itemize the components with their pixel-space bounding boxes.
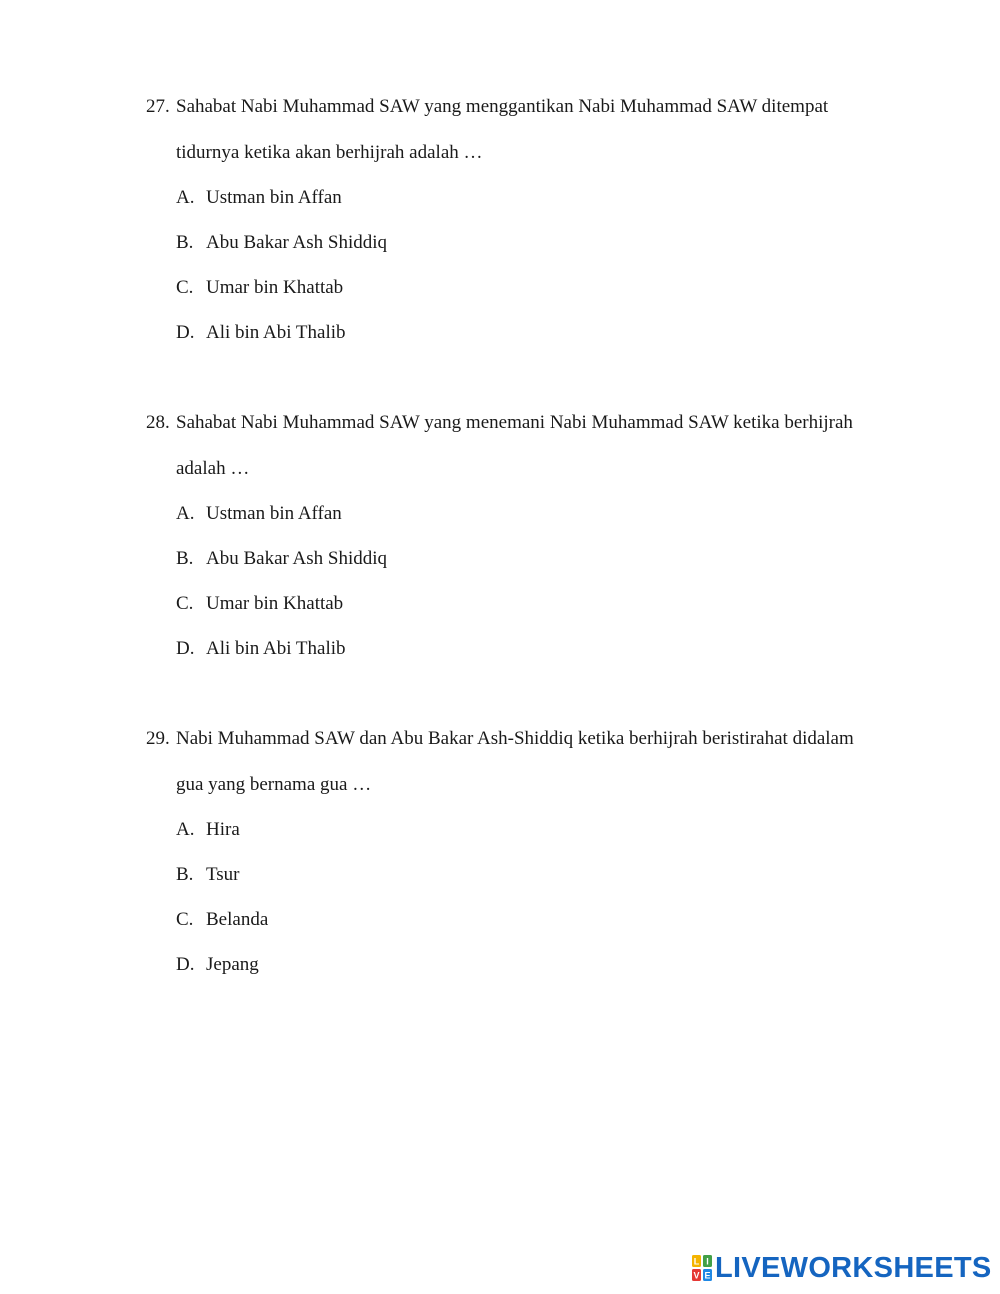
svg-text:L: L: [693, 1256, 700, 1267]
option-letter: D.: [176, 322, 195, 343]
option-text: Ustman bin Affan: [206, 503, 342, 524]
option-d[interactable]: [176, 954, 259, 976]
option-text: Ustman bin Affan: [206, 187, 342, 208]
question-text-line2: tidurnya ketika akan berhijrah adalah …: [176, 142, 483, 163]
svg-text:V: V: [693, 1270, 700, 1281]
option-text: Abu Bakar Ash Shiddiq: [206, 232, 388, 253]
liveworksheets-logo-icon: [692, 1255, 712, 1281]
question-text-line1: Sahabat Nabi Muhammad SAW yang menggantikan Nabi Muhammad SAW ditempat: [176, 96, 829, 117]
option-text: Tsur: [206, 864, 240, 885]
svg-text:I: I: [706, 1256, 709, 1267]
option-c[interactable]: [176, 277, 343, 299]
option-a[interactable]: [176, 187, 342, 209]
svg-text:E: E: [704, 1270, 711, 1281]
option-letter: D.: [176, 638, 195, 659]
question-number: 29.: [146, 728, 170, 749]
option-letter: B.: [176, 232, 194, 253]
question-text-line2: adalah …: [176, 458, 250, 479]
option-d[interactable]: [176, 638, 346, 660]
option-letter: D.: [176, 954, 195, 975]
option-letter: B.: [176, 864, 194, 885]
option-text: Ali bin Abi Thalib: [206, 322, 346, 343]
option-text: Abu Bakar Ash Shiddiq: [206, 548, 388, 569]
option-text: Umar bin Khattab: [206, 277, 344, 298]
option-c[interactable]: [176, 593, 343, 615]
option-letter: A.: [176, 819, 195, 840]
option-text: Belanda: [206, 909, 269, 930]
option-letter: A.: [176, 187, 195, 208]
option-letter: C.: [176, 909, 194, 930]
option-letter: B.: [176, 548, 194, 569]
option-letter: C.: [176, 277, 194, 298]
question-text-line1: Sahabat Nabi Muhammad SAW yang menemani Nabi Muhammad SAW ketika berhijrah: [176, 412, 853, 433]
option-text: Umar bin Khattab: [206, 593, 344, 614]
option-letter: C.: [176, 593, 194, 614]
option-b[interactable]: [176, 232, 387, 254]
option-letter: A.: [176, 503, 195, 524]
option-c[interactable]: [176, 909, 268, 931]
option-text: Hira: [206, 819, 240, 840]
option-text: Jepang: [206, 954, 259, 975]
question-number: 28.: [146, 412, 170, 433]
option-a[interactable]: [176, 503, 342, 525]
option-b[interactable]: [176, 548, 387, 570]
option-d[interactable]: [176, 322, 346, 344]
option-b[interactable]: [176, 864, 240, 886]
option-a[interactable]: [176, 819, 240, 841]
option-text: Ali bin Abi Thalib: [206, 638, 346, 659]
question-number: 27.: [146, 96, 170, 117]
liveworksheets-logo[interactable]: [692, 1252, 992, 1284]
liveworksheets-logo-text: LIVEWORKSHEETS: [715, 1251, 992, 1284]
question-text-line1: Nabi Muhammad SAW dan Abu Bakar Ash-Shiddiq ketika berhijrah beristirahat didalam: [176, 728, 854, 749]
question-text-line2: gua yang bernama gua …: [176, 774, 372, 795]
